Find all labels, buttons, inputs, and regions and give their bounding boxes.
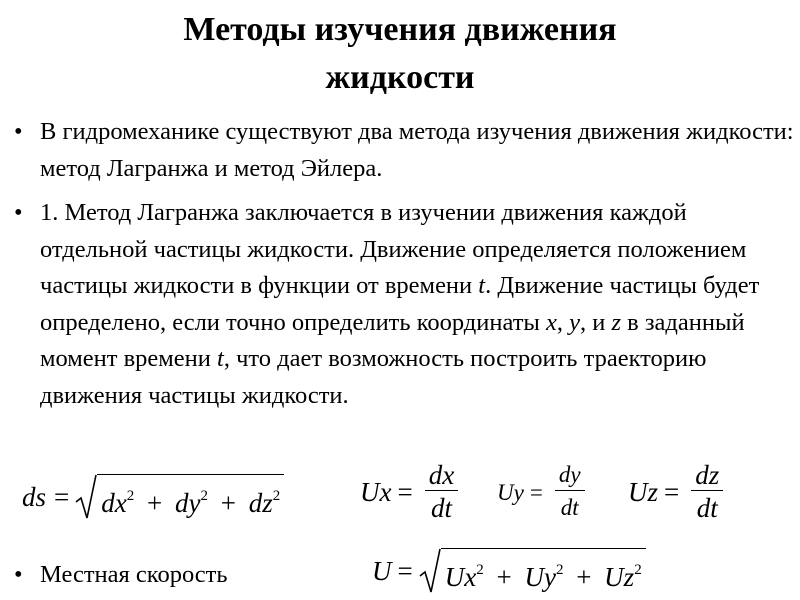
formula-lhs: Uz — [628, 477, 659, 507]
bullet-list — [14, 114, 794, 422]
exponent: 2 — [555, 562, 564, 578]
bullet-item-local-velocity — [14, 558, 228, 592]
bullet-text-part: , — [556, 308, 570, 336]
denominator: dt — [560, 495, 579, 520]
formula-uz — [628, 460, 723, 525]
plus-sign: + — [576, 562, 592, 592]
sqrt — [75, 474, 284, 520]
fraction — [425, 460, 458, 525]
bullet-text-part: в заданный момент времени — [40, 308, 745, 372]
formula-lhs: U — [372, 555, 392, 586]
term-uy: Uy — [524, 562, 556, 592]
radicand — [441, 548, 646, 594]
equals-sign: = — [529, 479, 543, 505]
radical-sign-icon — [419, 548, 441, 594]
exponent: 2 — [634, 562, 642, 578]
numerator: dz — [691, 460, 723, 491]
sqrt — [419, 548, 646, 594]
formula-u — [372, 548, 646, 594]
formula-lhs: Ux — [360, 477, 392, 507]
exponent: 2 — [126, 488, 135, 504]
equals-sign: = — [664, 477, 680, 507]
plus-sign: + — [146, 488, 163, 518]
exponent: 2 — [476, 562, 484, 578]
denominator: dt — [696, 493, 718, 523]
bullet-text: Местная скорость — [40, 561, 228, 588]
bullet-text-part: 1. Метод Лагранжа заключается в изучении движения каждой отдельной частицы жидкости. Движение определяется положением частицы жидкости в функции от времени — [40, 199, 747, 299]
var-x: x — [546, 308, 557, 336]
bullet-text-part: , и — [580, 308, 612, 336]
formula-ds — [22, 474, 284, 520]
bullet-marker: • — [14, 118, 23, 145]
term-dz: dz — [248, 488, 273, 518]
term-uz: Uz — [604, 562, 635, 592]
formula-ux — [360, 460, 458, 525]
term-dx: dx — [101, 488, 127, 518]
var-y: y — [569, 308, 580, 336]
bullet-item-lagrange — [14, 195, 794, 414]
exponent: 2 — [200, 488, 208, 504]
bullet-marker: • — [14, 199, 23, 226]
bullet-text-part: , что дает возможность построить траекторию движения частицы жидкости. — [40, 345, 707, 409]
exponent: 2 — [272, 488, 281, 504]
formula-lhs: ds — [22, 481, 47, 512]
denominator: dt — [430, 493, 452, 523]
formula-uy — [497, 460, 585, 525]
var-z: z — [611, 308, 622, 336]
numerator: dy — [555, 460, 585, 491]
formula-lhs: Uy — [497, 479, 524, 505]
title-line-1: Методы изучения движения — [183, 11, 617, 48]
plus-sign: + — [496, 562, 512, 592]
equals-sign: = — [397, 477, 413, 507]
slide-title — [0, 6, 800, 102]
term-ux: Ux — [444, 562, 477, 592]
equals-sign: = — [54, 481, 70, 512]
radicand — [97, 474, 284, 520]
fraction — [555, 460, 585, 525]
plus-sign: + — [220, 488, 236, 518]
bullet-item-methods — [14, 114, 794, 187]
title-line-2: жидкости — [325, 59, 475, 96]
numerator: dx — [425, 460, 458, 491]
var-t: t — [478, 272, 486, 299]
bullet-text: В гидромеханике существуют два метода изучения движения жидкости: метод Лагранжа и метод Эйлера. — [40, 118, 794, 182]
term-dy: dy — [174, 488, 201, 518]
bullet-marker: • — [14, 561, 23, 588]
equals-sign: = — [397, 555, 413, 586]
var-t: t — [217, 345, 224, 372]
fraction — [691, 460, 723, 525]
radical-sign-icon — [75, 474, 97, 520]
bullet-text-part: . Движение частицы будет определено, если точно определить координаты — [40, 272, 760, 336]
